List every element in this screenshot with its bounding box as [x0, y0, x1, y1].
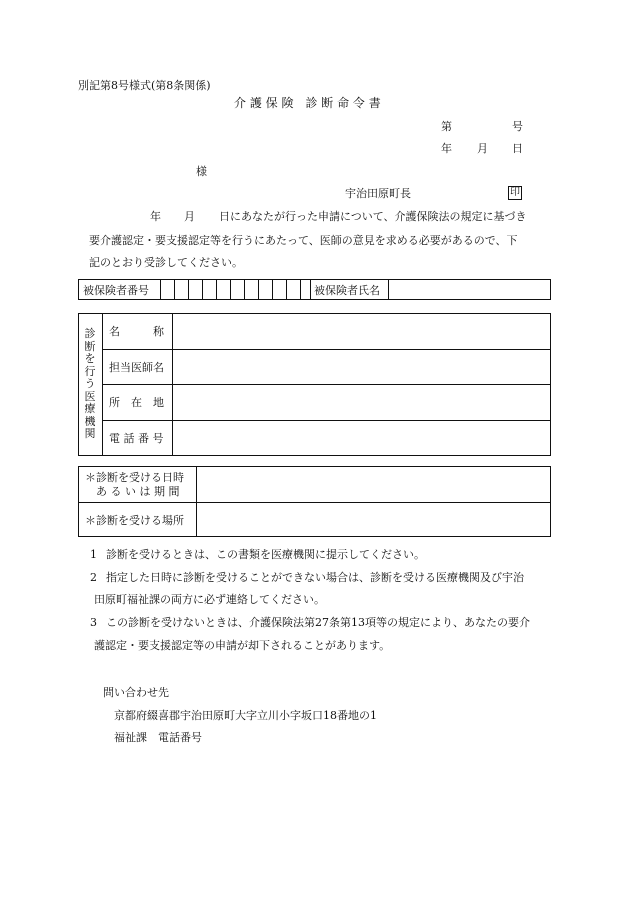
insured-number-digit-box[interactable]	[174, 280, 188, 299]
insured-number-digit-box[interactable]	[216, 280, 230, 299]
seal-mark: 印	[510, 187, 520, 198]
diagnosis-place-field[interactable]	[198, 504, 550, 536]
body-line-3: 記のとおり受診してください。	[89, 256, 243, 269]
body-month: 月	[184, 210, 195, 223]
contact-label: 問い合わせ先	[103, 686, 169, 699]
institution-name-label: 名 称	[109, 325, 164, 338]
insured-number-digit-box[interactable]	[272, 280, 286, 299]
insured-number-digit-box[interactable]	[258, 280, 272, 299]
insured-number-digit-box[interactable]	[160, 280, 174, 299]
insured-name-label: 被保険者氏名	[314, 284, 380, 297]
note-number: 3	[90, 616, 97, 629]
institution-name-field[interactable]	[174, 315, 549, 348]
issue-date-day: 日	[512, 142, 523, 155]
issue-date-year: 年	[441, 142, 452, 155]
insured-number-spacer	[300, 280, 310, 299]
insured-number-digit-box[interactable]	[202, 280, 216, 299]
institution-address-label: 所 在 地	[109, 396, 164, 409]
addressee-suffix: 様	[196, 165, 207, 178]
document-title: 介 護 保 険 診 断 命 令 書	[234, 96, 381, 110]
note-text-continued: 護認定・要支援認定等の申請が却下されることがあります。	[94, 639, 391, 652]
diagnosis-place-label: ＊診断を受ける場所	[85, 514, 184, 527]
doctor-name-field[interactable]	[174, 351, 549, 383]
diagnosis-datetime-field[interactable]	[198, 468, 550, 501]
issue-date-month: 月	[477, 142, 488, 155]
diagnosis-period-label: あ る い は 期 間	[96, 485, 180, 498]
insured-name-label-cell	[310, 280, 388, 299]
note-number: 1	[90, 548, 97, 561]
body-line-1: 日にあなたが行った申請について、介護保険法の規定に基づき	[219, 210, 527, 223]
form-reference: 別記第8号様式(第8条関係)	[78, 79, 211, 92]
insured-number-digit-box[interactable]	[286, 280, 300, 299]
doctor-name-label: 担当医師名	[109, 361, 164, 374]
institution-section-label: 診断を行う医療機関	[84, 327, 96, 440]
contact-address: 京都府綴喜郡宇治田原町大字立川小字坂口18番地の1	[114, 709, 377, 722]
document-number-prefix: 第	[441, 120, 452, 133]
insured-name-field[interactable]	[388, 280, 550, 299]
medical-institution-table	[78, 313, 551, 456]
note-number: 2	[90, 571, 97, 584]
note-text: 診断を受けるときは、この書類を医療機関に提示してください。	[106, 548, 425, 561]
diagnosis-datetime-label: ＊診断を受ける日時	[85, 471, 184, 484]
institution-phone-field[interactable]	[174, 422, 549, 454]
insured-number-label: 被保険者番号	[83, 284, 149, 297]
institution-phone-label: 電 話 番 号	[109, 432, 164, 445]
insured-number-digit-box[interactable]	[230, 280, 244, 299]
issuer-name: 宇治田原町長	[345, 187, 411, 200]
diagnosis-schedule-table	[78, 466, 551, 537]
contact-phone: 福祉課 電話番号	[114, 731, 202, 744]
body-line-2: 要介護認定・要支援認定等を行うにあたって、医師の意見を求める必要があるので、下	[89, 234, 518, 247]
body-year: 年	[150, 210, 161, 223]
note-text: 指定した日時に診断を受けることができない場合は、診断を受ける医療機関及び宇治	[106, 571, 524, 584]
note-text: この診断を受けないときは、介護保険法第27条第13項等の規定により、あなたの要介	[106, 616, 530, 629]
insured-number-digit-box[interactable]	[188, 280, 202, 299]
institution-address-field[interactable]	[174, 386, 549, 419]
insured-number-digit-box[interactable]	[244, 280, 258, 299]
document-number-suffix: 号	[512, 120, 523, 133]
insured-info-row	[78, 279, 551, 300]
note-text-continued: 田原町福祉課の両方に必ず連絡してください。	[94, 593, 325, 606]
